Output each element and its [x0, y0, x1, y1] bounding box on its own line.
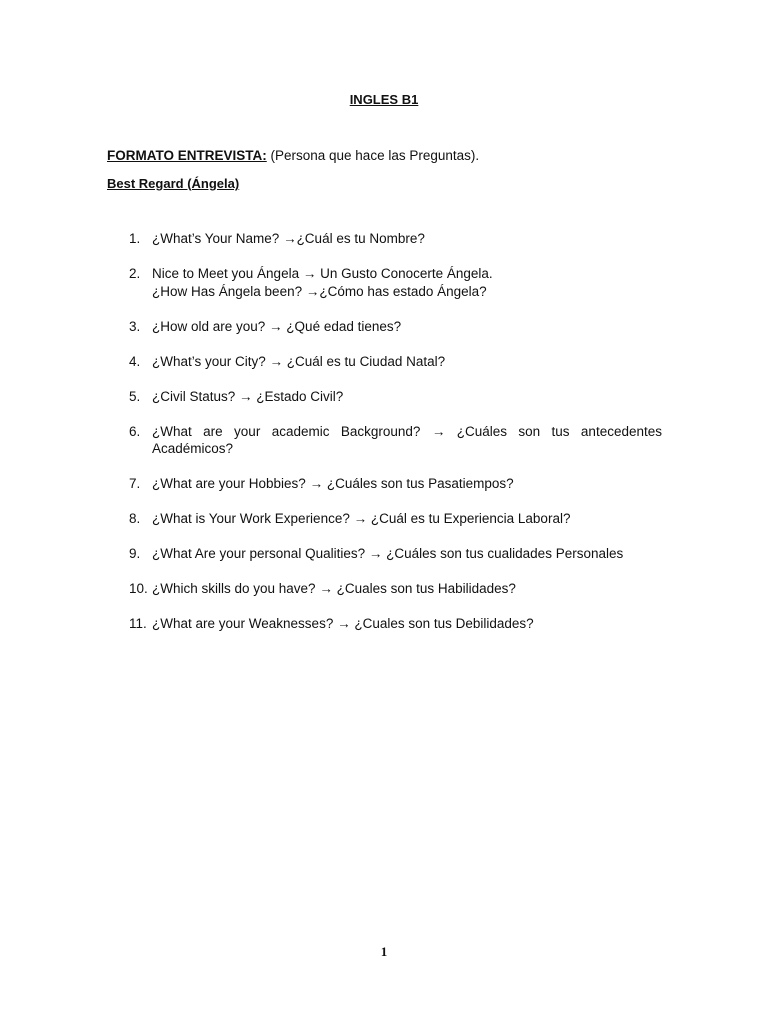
- list-item-text: ¿What are your Weaknesses? → ¿Cuales son tus Debilidades?: [152, 616, 534, 631]
- page-number: 1: [380, 944, 388, 959]
- list-item-number: 11.: [129, 616, 147, 631]
- list-item: [107, 423, 662, 458]
- format-text: (Persona que hace las Preguntas).: [266, 148, 480, 163]
- list-item-number: 7.: [129, 476, 141, 491]
- list-item-number: 2.: [129, 266, 141, 281]
- format-label: FORMATO ENTREVISTA:: [107, 148, 267, 163]
- document-subtitle: Best Regard (Ángela): [107, 176, 240, 191]
- list-item-text: ¿What Are your personal Qualities? → ¿Cuáles son tus cualidades Personales: [152, 546, 624, 561]
- list-item-text: Académicos?: [152, 441, 234, 456]
- document-title: INGLES B1: [349, 92, 419, 107]
- list-item-text: ¿What are your Hobbies? → ¿Cuáles son tus Pasatiempos?: [152, 476, 514, 491]
- list-item-number: 4.: [129, 353, 141, 369]
- list-item: [107, 580, 662, 598]
- list-item-number: 5.: [129, 388, 141, 404]
- list-item-number: 1.: [129, 231, 141, 246]
- list-item: [107, 475, 662, 493]
- list-item-number: 6.: [129, 423, 141, 439]
- list-item: [107, 353, 662, 371]
- list-item-text: ¿How Has Ángela been? →¿Cómo has estado Ángela?: [152, 283, 487, 299]
- list-item-text: Nice to Meet you Ángela → Un Gusto Conocerte Ángela.: [152, 266, 493, 281]
- list-item-text: ¿Civil Status? → ¿Estado Civil?: [152, 388, 344, 404]
- list-item: [107, 230, 662, 248]
- list-item-text: ¿How old are you? → ¿Qué edad tienes?: [152, 318, 402, 334]
- question-list: [107, 230, 662, 650]
- list-item-text: ¿What’s Your Name? →¿Cuál es tu Nombre?: [152, 231, 425, 246]
- format-line: [107, 147, 479, 165]
- list-item-number: 3.: [129, 318, 141, 334]
- list-item-number: 10.: [129, 581, 148, 596]
- list-item: [107, 615, 662, 633]
- list-item-text: ¿What’s your City? → ¿Cuál es tu Ciudad Natal?: [152, 353, 446, 369]
- list-item-number: 9.: [129, 546, 141, 561]
- list-item: [107, 265, 662, 300]
- list-item: [107, 545, 662, 563]
- list-item-number: 8.: [129, 511, 141, 526]
- list-item-text: ¿What is Your Work Experience? → ¿Cuál es tu Experiencia Laboral?: [152, 511, 571, 526]
- list-item-text: ¿What are your academic Background? → ¿Cuáles son tus antecedentes: [152, 423, 662, 439]
- list-item-text: ¿Which skills do you have? → ¿Cuales son tus Habilidades?: [152, 581, 516, 596]
- list-item: [107, 510, 662, 528]
- list-item: [107, 388, 662, 406]
- list-item: [107, 318, 662, 336]
